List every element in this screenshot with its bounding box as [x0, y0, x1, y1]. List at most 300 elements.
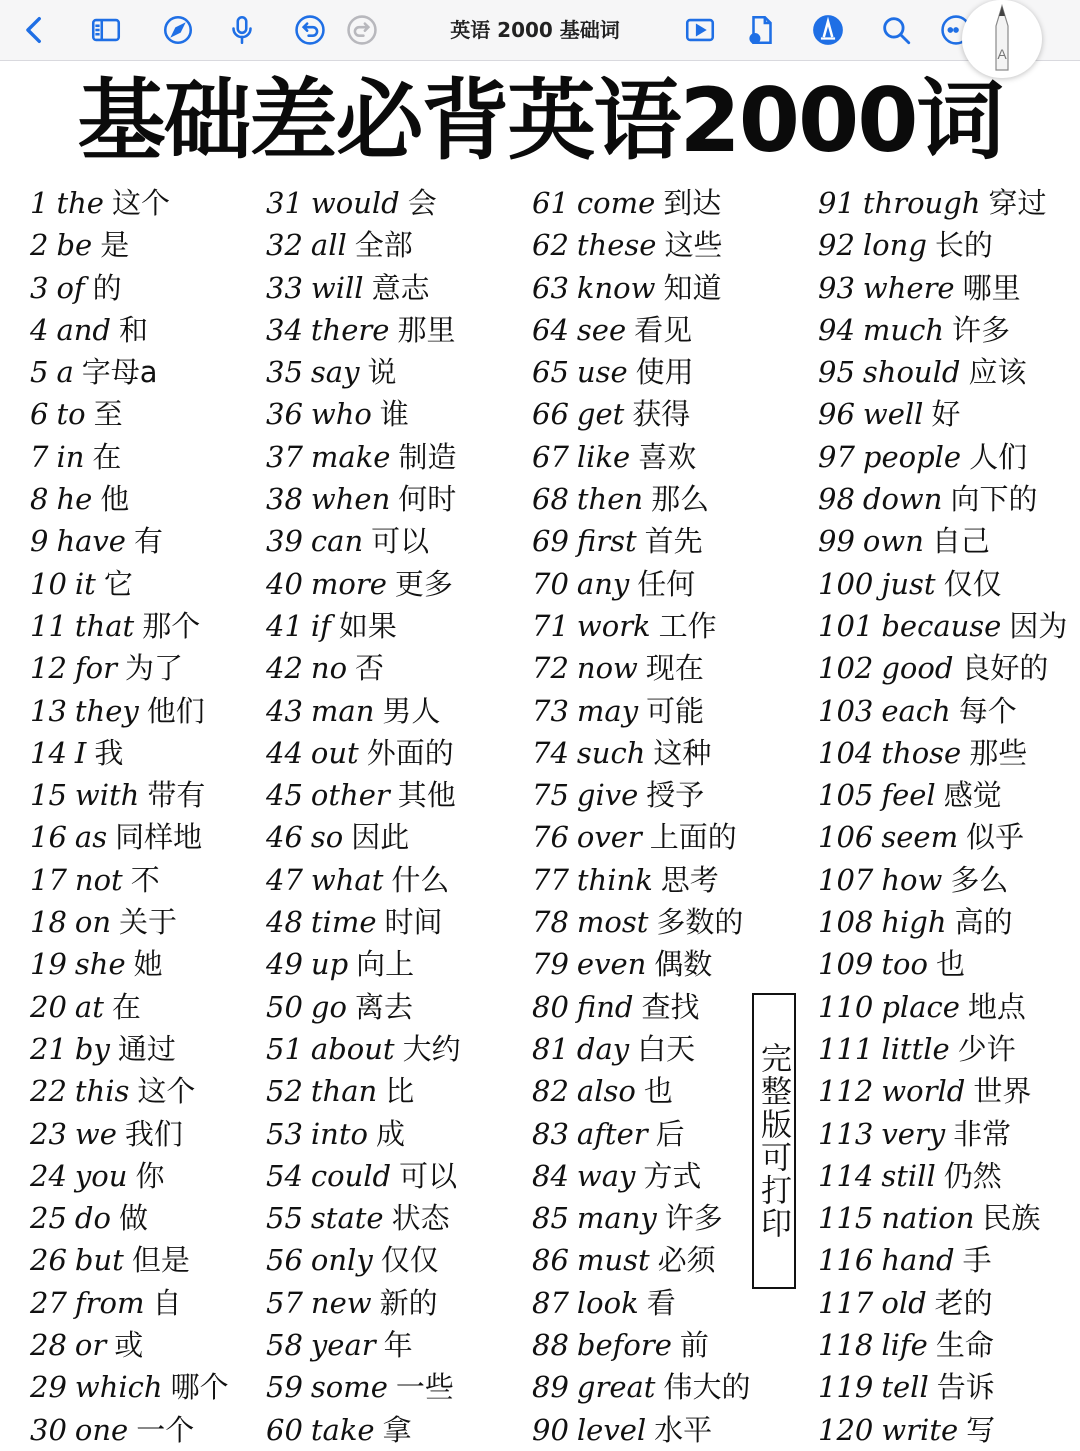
- chinese-meaning: 写: [966, 1412, 996, 1447]
- chinese-meaning: 伟大的: [663, 1370, 751, 1405]
- word-number: 101: [818, 608, 874, 643]
- word-entry: [532, 436, 750, 478]
- word-number: 23: [30, 1116, 67, 1151]
- word-number: 33: [266, 270, 303, 305]
- chinese-meaning: 通过: [117, 1031, 176, 1066]
- word-number: 1: [30, 186, 49, 220]
- search-icon[interactable]: [876, 10, 916, 50]
- chinese-meaning: 新的: [379, 1285, 438, 1320]
- word-number: 11: [30, 608, 67, 643]
- word-entry: [30, 1366, 229, 1408]
- document-icon[interactable]: [742, 10, 782, 50]
- english-word: be: [56, 228, 93, 263]
- english-word: there: [310, 312, 390, 347]
- word-number: 119: [818, 1370, 874, 1405]
- play-icon[interactable]: [680, 10, 720, 50]
- word-number: 12: [30, 651, 67, 686]
- chinese-meaning: 是: [100, 228, 130, 263]
- english-word: much: [862, 312, 945, 347]
- english-word: find: [576, 989, 634, 1024]
- chinese-meaning: 水平: [654, 1412, 713, 1447]
- chinese-meaning: 状态: [391, 1201, 450, 1236]
- word-entry: [266, 1366, 461, 1408]
- chinese-meaning: 外面的: [366, 735, 454, 770]
- word-number: 99: [818, 524, 855, 559]
- word-number: 17: [30, 862, 67, 897]
- chinese-meaning: 首先: [644, 524, 703, 559]
- word-number: 104: [818, 735, 874, 770]
- english-word: over: [576, 820, 642, 855]
- chinese-meaning: 民族: [982, 1201, 1041, 1236]
- english-word: so: [310, 820, 344, 855]
- undo-icon[interactable]: [290, 10, 330, 50]
- word-number: 100: [818, 566, 874, 601]
- english-word: as: [74, 820, 108, 855]
- word-number: 61: [532, 186, 569, 220]
- english-word: go: [310, 989, 347, 1024]
- english-word: could: [310, 1158, 392, 1193]
- chinese-meaning: 我: [94, 735, 124, 770]
- word-entry: [532, 1282, 750, 1324]
- chinese-meaning: 现在: [645, 651, 704, 686]
- word-entry: [30, 901, 229, 943]
- word-entry: [818, 1028, 1067, 1070]
- word-entry: [266, 774, 461, 816]
- english-word: still: [881, 1158, 936, 1193]
- chinese-meaning: 似乎: [966, 820, 1025, 855]
- chinese-meaning: 自: [152, 1285, 182, 1320]
- word-number: 20: [30, 989, 67, 1024]
- chinese-meaning: 看: [646, 1285, 676, 1320]
- chinese-meaning: 全部: [354, 228, 413, 263]
- word-entry: [818, 182, 1067, 224]
- word-entry: [266, 520, 461, 562]
- chinese-meaning: 一个: [136, 1412, 195, 1447]
- word-number: 37: [266, 439, 303, 474]
- chinese-meaning: 成: [375, 1116, 405, 1151]
- word-number: 10: [30, 566, 67, 601]
- word-number: 30: [30, 1412, 67, 1447]
- word-number: 116: [818, 1243, 874, 1278]
- word-entry: [266, 647, 461, 689]
- english-word: must: [576, 1243, 650, 1278]
- english-word: think: [576, 862, 653, 897]
- word-number: 5: [30, 355, 49, 390]
- word-entry: [818, 859, 1067, 901]
- english-word: may: [576, 693, 639, 728]
- word-entry: [532, 1366, 750, 1408]
- english-word: if: [310, 608, 331, 643]
- english-word: and: [56, 312, 111, 347]
- chinese-meaning: 有: [133, 524, 163, 559]
- english-word: about: [310, 1031, 395, 1066]
- word-entry: [266, 943, 461, 985]
- word-number: 63: [532, 270, 569, 305]
- word-entry: [30, 1282, 229, 1324]
- word-entry: [818, 943, 1067, 985]
- word-number: 69: [532, 524, 569, 559]
- word-entry: [532, 182, 750, 224]
- word-number: 9: [30, 524, 49, 559]
- english-word: say: [310, 355, 360, 390]
- english-word: in: [56, 439, 85, 474]
- word-number: 102: [818, 651, 874, 686]
- word-number: 28: [30, 1328, 67, 1363]
- word-entry: [30, 1028, 229, 1070]
- chinese-meaning: 许多: [952, 312, 1011, 347]
- english-word: make: [310, 439, 391, 474]
- chinese-meaning: 仍然: [943, 1158, 1002, 1193]
- word-number: 27: [30, 1285, 67, 1320]
- english-word: other: [310, 778, 390, 813]
- word-number: 42: [266, 651, 303, 686]
- chinese-meaning: 人们: [969, 439, 1028, 474]
- word-entry: [30, 563, 229, 605]
- english-word: to: [56, 397, 86, 432]
- english-word: this: [74, 1074, 130, 1109]
- chinese-meaning: 因此: [351, 820, 410, 855]
- word-number: 60: [266, 1412, 303, 1447]
- english-word: seem: [881, 820, 959, 855]
- word-number: 53: [266, 1116, 303, 1151]
- word-entry: [532, 1324, 750, 1366]
- word-entry: [266, 224, 461, 266]
- word-number: 107: [818, 862, 874, 897]
- word-number: 95: [818, 355, 855, 390]
- english-word: hand: [881, 1243, 955, 1278]
- chinese-meaning: 拿: [382, 1412, 412, 1447]
- english-word: by: [74, 1031, 110, 1066]
- english-word: have: [56, 524, 126, 559]
- word-number: 47: [266, 862, 303, 897]
- english-word: these: [576, 228, 657, 263]
- english-word: who: [310, 397, 372, 432]
- english-word: when: [310, 482, 391, 517]
- compass-icon[interactable]: [158, 10, 198, 50]
- word-number: 84: [532, 1158, 569, 1193]
- word-number: 54: [266, 1158, 303, 1193]
- chinese-meaning: 思考: [660, 862, 719, 897]
- word-entry: [818, 393, 1067, 435]
- word-number: 82: [532, 1074, 569, 1109]
- chinese-meaning: 至: [93, 397, 123, 432]
- back-icon[interactable]: [15, 10, 55, 50]
- english-word: down: [862, 482, 943, 517]
- word-entry: [30, 309, 229, 351]
- word-number: 120: [818, 1412, 874, 1447]
- english-word: world: [881, 1074, 966, 1109]
- word-number: 31: [266, 186, 303, 220]
- chinese-meaning: 做: [118, 1201, 148, 1236]
- word-entry: [532, 605, 750, 647]
- english-word: like: [576, 439, 631, 474]
- word-entry: [30, 224, 229, 266]
- word-number: 68: [532, 482, 569, 517]
- word-entry: [30, 1070, 229, 1112]
- word-entry: [30, 351, 229, 393]
- word-number: 92: [818, 228, 855, 263]
- word-number: 94: [818, 312, 855, 347]
- word-entry: [266, 1239, 461, 1281]
- word-entry: [532, 732, 750, 774]
- english-word: that: [74, 608, 135, 643]
- word-number: 56: [266, 1243, 303, 1278]
- chinese-meaning: 好: [931, 397, 961, 432]
- english-word: just: [881, 566, 936, 601]
- word-number: 15: [30, 778, 67, 813]
- word-entry: [818, 647, 1067, 689]
- redo-icon[interactable]: [342, 10, 382, 50]
- word-number: 66: [532, 397, 569, 432]
- word-entry: [532, 563, 750, 605]
- english-word: first: [576, 524, 637, 559]
- word-number: 49: [266, 947, 303, 982]
- english-word: tell: [881, 1370, 929, 1405]
- chinese-meaning: 方式: [643, 1158, 702, 1193]
- word-entry: [818, 1113, 1067, 1155]
- chinese-meaning: 否: [355, 651, 385, 686]
- word-number: 81: [532, 1031, 569, 1066]
- word-number: 91: [818, 186, 855, 220]
- word-entry: [30, 690, 229, 732]
- chinese-meaning: 会: [407, 186, 437, 220]
- word-number: 32: [266, 228, 303, 263]
- english-word: no: [310, 651, 348, 686]
- word-entry: [30, 182, 229, 224]
- word-entry: [30, 1197, 229, 1239]
- chinese-meaning: 比: [385, 1074, 415, 1109]
- english-word: the: [56, 186, 104, 220]
- word-entry: [532, 520, 750, 562]
- english-word: of: [56, 270, 85, 305]
- word-number: 48: [266, 905, 303, 940]
- word-entry: [532, 1155, 750, 1197]
- word-entry: [532, 901, 750, 943]
- word-number: 76: [532, 820, 569, 855]
- chinese-meaning: 多数的: [656, 905, 744, 940]
- word-entry: [818, 986, 1067, 1028]
- chinese-meaning: 为了: [124, 651, 183, 686]
- word-number: 78: [532, 905, 569, 940]
- english-word: then: [576, 482, 644, 517]
- chinese-meaning: 但是: [131, 1243, 190, 1278]
- word-entry: [532, 859, 750, 901]
- english-word: through: [862, 186, 981, 220]
- english-word: people: [862, 439, 962, 474]
- word-number: 72: [532, 651, 569, 686]
- english-word: nation: [881, 1201, 975, 1236]
- word-entry: [818, 1282, 1067, 1324]
- word-number: 85: [532, 1201, 569, 1236]
- chinese-meaning: 老的: [934, 1285, 993, 1320]
- english-word: I: [74, 735, 87, 770]
- chinese-meaning: 应该: [968, 355, 1027, 390]
- word-entry: [266, 1324, 461, 1366]
- word-number: 8: [30, 482, 49, 517]
- english-word: any: [576, 566, 630, 601]
- chinese-meaning: 关于: [119, 905, 178, 940]
- word-number: 109: [818, 947, 874, 982]
- chinese-meaning: 意志: [371, 270, 430, 305]
- chinese-meaning: 到达: [663, 186, 722, 220]
- word-number: 67: [532, 439, 569, 474]
- word-number: 58: [266, 1328, 303, 1363]
- english-word: own: [862, 524, 924, 559]
- english-word: old: [881, 1285, 927, 1320]
- english-word: little: [881, 1031, 950, 1066]
- chinese-meaning: 非常: [953, 1116, 1012, 1151]
- word-entry: [30, 1239, 229, 1281]
- english-word: you: [74, 1158, 128, 1193]
- word-entry: [818, 816, 1067, 858]
- chinese-meaning: 任何: [637, 566, 696, 601]
- word-entry: [266, 1197, 461, 1239]
- page-headline: 基础差必背英语2000词: [77, 69, 1003, 172]
- chinese-meaning: 也: [643, 1074, 673, 1109]
- word-number: 96: [818, 397, 855, 432]
- word-column-3: [532, 182, 750, 1451]
- word-entry: [266, 436, 461, 478]
- word-number: 29: [30, 1370, 67, 1405]
- english-word: too: [881, 947, 928, 982]
- word-entry: [818, 267, 1067, 309]
- word-entry: [30, 478, 229, 520]
- english-word: into: [310, 1116, 368, 1151]
- chinese-meaning: 查找: [641, 989, 700, 1024]
- word-number: 93: [818, 270, 855, 305]
- word-number: 103: [818, 693, 874, 728]
- chinese-meaning: 可以: [371, 524, 430, 559]
- word-number: 74: [532, 735, 569, 770]
- word-entry: [30, 605, 229, 647]
- chinese-meaning: 喜欢: [638, 439, 697, 474]
- chinese-meaning: 良好的: [961, 651, 1049, 686]
- chinese-meaning: 仅仅: [943, 566, 1002, 601]
- english-word: what: [310, 862, 384, 897]
- markup-icon[interactable]: [808, 10, 848, 50]
- english-word: time: [310, 905, 377, 940]
- word-number: 21: [30, 1031, 67, 1066]
- word-number: 36: [266, 397, 303, 432]
- english-word: those: [881, 735, 962, 770]
- chinese-meaning: 他们: [146, 693, 205, 728]
- word-entry: [30, 1324, 229, 1366]
- chinese-meaning: 告诉: [936, 1370, 995, 1405]
- english-word: use: [576, 355, 628, 390]
- english-word: also: [576, 1074, 636, 1109]
- english-word: or: [74, 1328, 107, 1363]
- word-number: 7: [30, 439, 49, 474]
- chinese-meaning: 或: [114, 1328, 144, 1363]
- word-number: 87: [532, 1285, 569, 1320]
- word-entry: [818, 351, 1067, 393]
- word-entry: [818, 774, 1067, 816]
- chinese-meaning: 大约: [402, 1031, 461, 1066]
- word-number: 77: [532, 862, 569, 897]
- chinese-meaning: 多么: [950, 862, 1009, 897]
- word-number: 105: [818, 778, 874, 813]
- word-entry: [30, 986, 229, 1028]
- chinese-meaning: 的: [92, 270, 122, 305]
- english-word: not: [74, 862, 123, 897]
- word-number: 65: [532, 355, 569, 390]
- chinese-meaning: 不: [130, 862, 160, 897]
- word-number: 44: [266, 735, 303, 770]
- english-word: from: [74, 1285, 145, 1320]
- word-entry: [30, 267, 229, 309]
- word-entry: [532, 1070, 750, 1112]
- chinese-meaning: 这个: [137, 1074, 196, 1109]
- word-number: 22: [30, 1074, 67, 1109]
- word-entry: [818, 1197, 1067, 1239]
- chinese-meaning: 白天: [637, 1031, 696, 1066]
- word-entry: [532, 943, 750, 985]
- english-word: a: [56, 355, 74, 390]
- english-word: would: [310, 186, 400, 220]
- word-entry: [532, 816, 750, 858]
- word-entry: [266, 859, 461, 901]
- word-number: 19: [30, 947, 67, 982]
- english-word: take: [310, 1412, 375, 1447]
- word-entry: [266, 1282, 461, 1324]
- word-number: 80: [532, 989, 569, 1024]
- chinese-meaning: 因为: [1009, 608, 1068, 643]
- word-entry: [532, 986, 750, 1028]
- word-number: 64: [532, 312, 569, 347]
- english-word: all: [310, 228, 347, 263]
- english-word: give: [576, 778, 639, 813]
- english-word: more: [310, 566, 387, 601]
- word-number: 51: [266, 1031, 303, 1066]
- chinese-meaning: 长的: [934, 228, 993, 263]
- chinese-meaning: 获得: [632, 397, 691, 432]
- word-entry: [818, 1239, 1067, 1281]
- english-word: very: [881, 1116, 946, 1151]
- chinese-meaning: 这种: [653, 735, 712, 770]
- english-word: most: [576, 905, 649, 940]
- english-word: good: [881, 651, 954, 686]
- chinese-meaning: 使用: [635, 355, 694, 390]
- english-word: year: [310, 1328, 376, 1363]
- chinese-meaning: 你: [135, 1158, 165, 1193]
- word-entry: [818, 224, 1067, 266]
- word-number: 62: [532, 228, 569, 263]
- english-word: feel: [881, 778, 936, 813]
- word-entry: [30, 1409, 229, 1451]
- word-number: 52: [266, 1074, 303, 1109]
- chinese-meaning: 必须: [657, 1243, 716, 1278]
- chinese-meaning: 那里: [397, 312, 456, 347]
- word-number: 13: [30, 693, 67, 728]
- chinese-meaning: 其他: [397, 778, 456, 813]
- english-word: get: [576, 397, 625, 432]
- word-number: 3: [30, 270, 49, 305]
- word-entry: [266, 393, 461, 435]
- microphone-icon[interactable]: [222, 10, 262, 50]
- chinese-meaning: 许多: [664, 1201, 723, 1236]
- sidebar-icon[interactable]: [86, 10, 126, 50]
- english-word: because: [881, 608, 1002, 643]
- chinese-meaning: 偶数: [654, 947, 713, 982]
- english-word: how: [881, 862, 943, 897]
- english-word: day: [576, 1031, 630, 1066]
- chinese-meaning: 时间: [384, 905, 443, 940]
- chinese-meaning: 那么: [651, 482, 710, 517]
- english-word: where: [862, 270, 955, 305]
- chinese-meaning: 前: [679, 1328, 709, 1363]
- chinese-meaning: 向下的: [950, 482, 1038, 517]
- word-entry: [266, 1070, 461, 1112]
